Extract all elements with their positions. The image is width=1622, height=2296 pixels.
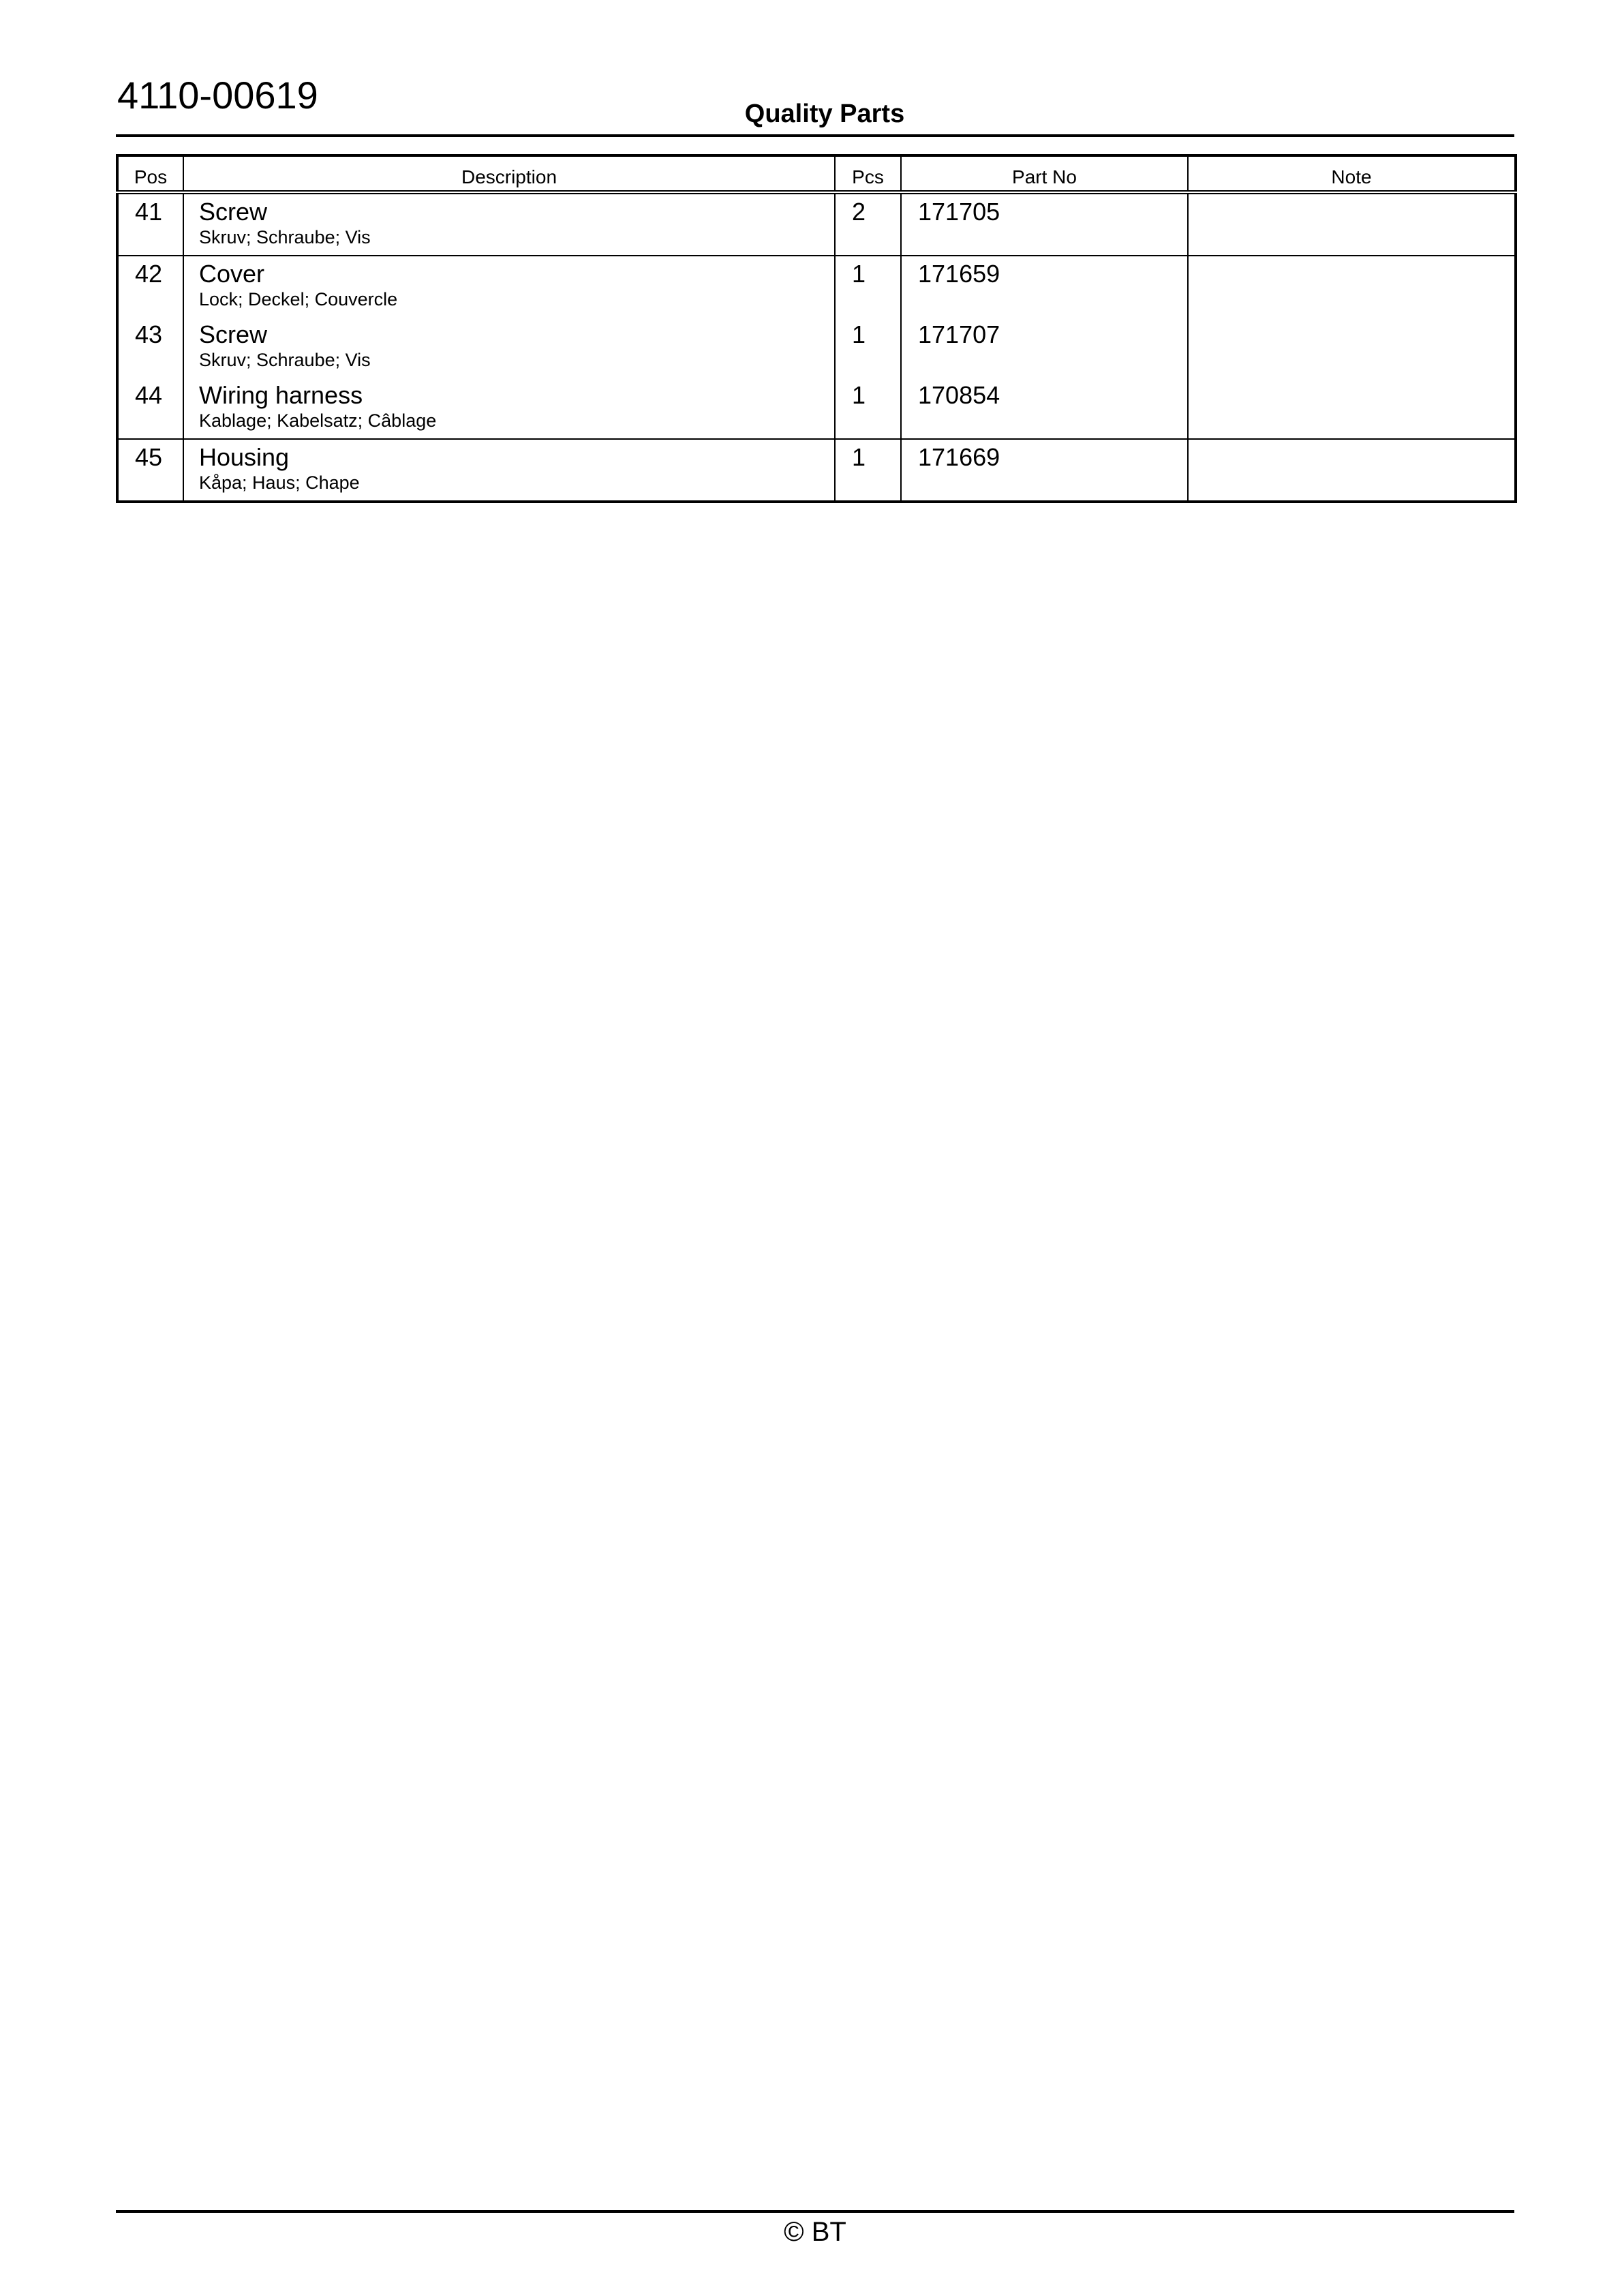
- part-no-cell: 171707: [918, 320, 1000, 348]
- pcs-cell: 2: [852, 198, 866, 226]
- table-row: [117, 256, 1516, 317]
- column-header-part-no: Part No: [901, 155, 1188, 192]
- description-cell: [184, 440, 834, 500]
- part-translations: Kåpa; Haus; Chape: [199, 472, 360, 493]
- note-cell: [1189, 440, 1514, 500]
- document-number: 4110-00619: [117, 74, 318, 117]
- part-name: Wiring harness: [199, 381, 363, 409]
- column-header-description: Description: [183, 155, 835, 192]
- part-translations: Skruv; Schraube; Vis: [199, 226, 371, 247]
- part-name: Screw: [199, 320, 268, 348]
- description-cell: [184, 194, 834, 255]
- part-no-cell: 171659: [918, 260, 1000, 288]
- note-cell: [1189, 256, 1514, 317]
- table-row: [117, 317, 1516, 378]
- description-cell: [184, 317, 834, 378]
- pos-cell: 45: [135, 443, 163, 471]
- part-no-cell: 171669: [918, 443, 1000, 471]
- pos-cell: 43: [135, 320, 163, 348]
- note-cell: [1189, 317, 1514, 378]
- pcs-cell: 1: [852, 320, 866, 348]
- footer-divider: [116, 2210, 1514, 2213]
- column-header-pos: Pos: [117, 155, 183, 192]
- part-no-cell: 171705: [918, 198, 1000, 226]
- parts-table: [116, 154, 1517, 503]
- description-cell: [184, 256, 834, 317]
- table-header-row: [117, 155, 1516, 192]
- copyright-text: © BT: [784, 2217, 846, 2247]
- pcs-cell: 1: [852, 381, 866, 409]
- part-translations: Kablage; Kabelsatz; Câblage: [199, 410, 437, 431]
- table-row: [117, 192, 1516, 256]
- part-name: Screw: [199, 198, 268, 226]
- column-header-note: Note: [1188, 155, 1516, 192]
- note-cell: [1189, 378, 1514, 438]
- description-cell: [184, 378, 834, 438]
- pos-cell: 44: [135, 381, 163, 409]
- pos-cell: 42: [135, 260, 163, 288]
- table-row: [117, 378, 1516, 439]
- pcs-cell: 1: [852, 260, 866, 288]
- part-name: Housing: [199, 443, 290, 471]
- pcs-cell: 1: [852, 443, 866, 471]
- page-title: Quality Parts: [744, 100, 905, 128]
- header-divider: [116, 134, 1514, 137]
- column-header-pcs: Pcs: [835, 155, 901, 192]
- pos-cell: 41: [135, 198, 163, 226]
- table-row: [117, 439, 1516, 502]
- note-cell: [1189, 194, 1514, 255]
- part-name: Cover: [199, 260, 265, 288]
- part-translations: Lock; Deckel; Couvercle: [199, 288, 398, 309]
- part-no-cell: 170854: [918, 381, 1000, 409]
- part-translations: Skruv; Schraube; Vis: [199, 349, 371, 370]
